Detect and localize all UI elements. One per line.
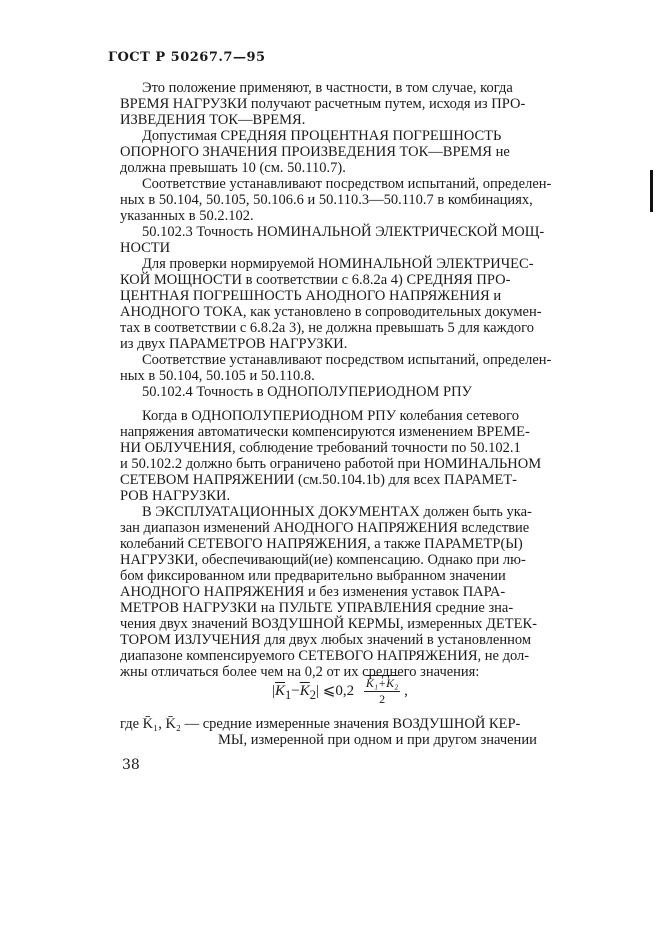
text-line: ных в 50.104, 50.105 и 50.110.8. xyxy=(120,368,315,384)
text-line: НАГРУЗКИ, обеспечивающий(ие) компенсацию. Однако при лю- xyxy=(120,552,526,568)
text-line: Для проверки нормируемой НОМИНАЛЬНОЙ ЭЛЕКТРИЧЕС- xyxy=(142,256,534,272)
text-line: АНОДНОГО ТОКА, как установлено в сопроводительных докумен- xyxy=(120,304,542,320)
text-line: НОСТИ xyxy=(120,240,171,256)
text-line: диапазоне компенсируемого СЕТЕВОГО НАПРЯЖЕНИЯ, не дол- xyxy=(120,648,530,664)
formula-fraction xyxy=(364,676,400,707)
text-line: из двух ПАРАМЕТРОВ НАГРУЗКИ. xyxy=(120,336,348,352)
formula-k1: $\overline{K}$ xyxy=(275,682,286,699)
text-line: колебаний СЕТЕВОГО НАПРЯЖЕНИЯ, а также ПАРАМЕТР(Ы) xyxy=(120,536,523,552)
text-line: Когда в ОДНОПОЛУПЕРИОДНОМ РПУ колебания сетевого xyxy=(142,408,519,424)
formula xyxy=(272,676,408,707)
text-line: АНОДНОГО НАПРЯЖЕНИЯ и без изменения уставок ПАРА- xyxy=(120,584,506,600)
formula-trail: , xyxy=(404,682,408,699)
text-line: 50.102.3 Точность НОМИНАЛЬНОЙ ЭЛЕКТРИЧЕСКОЙ МОЩ- xyxy=(142,224,545,240)
formula-minus: − xyxy=(291,682,300,699)
formula-numerator: K₁+K₂ xyxy=(365,676,399,690)
page-number: 38 xyxy=(122,757,140,773)
text-line: ВРЕМЯ НАГРУЗКИ получают расчетным путем, исходя из ПРО- xyxy=(120,96,526,112)
text-line: НИ ОБЛУЧЕНИЯ, соблюдение требований точности по 50.102.1 xyxy=(120,440,521,456)
text-line: жны отличаться более чем на 0,2 от их среднего значения: xyxy=(120,664,480,680)
text-line: и 50.102.2 должно быть ограничено работой при НОМИНАЛЬНОМ xyxy=(120,456,542,472)
text-line: ЦЕНТНАЯ ПОГРЕШНОСТЬ АНОДНОГО НАПРЯЖЕНИЯ и xyxy=(120,288,502,304)
text-line: В ЭКСПЛУАТАЦИОННЫХ ДОКУМЕНТАХ должен быть ука- xyxy=(142,504,532,520)
text-line: тах в соответствии с 6.8.2а 3), не должна превышать 5 для каждого xyxy=(120,320,534,336)
text-line: зан диапазон изменений АНОДНОГО НАПРЯЖЕНИЯ вследствие xyxy=(120,520,530,536)
text-line: Соответствие устанавливают посредством испытаний, определен- xyxy=(142,352,552,368)
formula-denominator: 2 xyxy=(379,692,386,706)
text-line: МЕТРОВ НАГРУЗКИ на ПУЛЬТЕ УПРАВЛЕНИЯ средние зна- xyxy=(120,600,514,616)
margin-mark xyxy=(650,170,653,212)
text-line: указанных в 50.2.102. xyxy=(120,208,254,224)
text-line: где K̄₁, K̄₂ — средние измеренные значения ВОЗДУШНОЙ КЕР- xyxy=(120,716,521,732)
text-line: МЫ, измеренной при одном и при другом значении xyxy=(218,732,537,748)
text-line: 50.102.4 Точность в ОДНОПОЛУПЕРИОДНОМ РПУ xyxy=(142,384,472,400)
formula-abs-open: | xyxy=(272,682,276,699)
text-line: Это положение применяют, в частности, в том случае, когда xyxy=(142,80,513,96)
text-line: РОВ НАГРУЗКИ. xyxy=(120,488,231,504)
text-line: Соответствие устанавливают посредством испытаний, определен- xyxy=(142,176,552,192)
text-line: чения двух значений ВОЗДУШНОЙ КЕРМЫ, измеренных ДЕТЕК- xyxy=(120,616,537,632)
text-line: ИЗВЕДЕНИЯ ТОК—ВРЕМЯ. xyxy=(120,112,306,128)
text-line: напряжения автоматически компенсируются изменением ВРЕМЕ- xyxy=(120,424,530,440)
standard-header: ГОСТ Р 50267.7—95 xyxy=(108,50,266,65)
text-line: КОЙ МОЩНОСТИ в соответствии с 6.8.2а 4) СРЕДНЯЯ ПРО- xyxy=(120,272,511,288)
formula-k2: $\overline{K}$ xyxy=(299,682,310,699)
text-line: ТОРОМ ИЗЛУЧЕНИЯ для двух любых значений в установленном xyxy=(120,632,531,648)
text-line: бом фиксированном или предварительно выбранном значении xyxy=(120,568,506,584)
formula-abs-close: | xyxy=(316,682,320,699)
text-line: должна превышать 10 (см. 50.110.7). xyxy=(120,160,346,176)
formula-sub2: 2 xyxy=(309,687,317,702)
formula-sub1: 1 xyxy=(285,687,292,702)
text-line: ОПОРНОГО ЗНАЧЕНИЯ ПРОИЗВЕДЕНИЯ ТОК—ВРЕМЯ не xyxy=(120,144,510,160)
formula-relation: ⩽0,2 xyxy=(322,682,355,699)
text-line: ных в 50.104, 50.105, 50.106.6 и 50.110.3—50.110.7 в комбинациях, xyxy=(120,192,533,208)
text-line: Допустимая СРЕДНЯЯ ПРОЦЕНТНАЯ ПОГРЕШНОСТЬ xyxy=(142,128,502,144)
text-line: СЕТЕВОМ НАПРЯЖЕНИИ (см.50.104.1b) для всех ПАРАМЕТ- xyxy=(120,472,518,488)
